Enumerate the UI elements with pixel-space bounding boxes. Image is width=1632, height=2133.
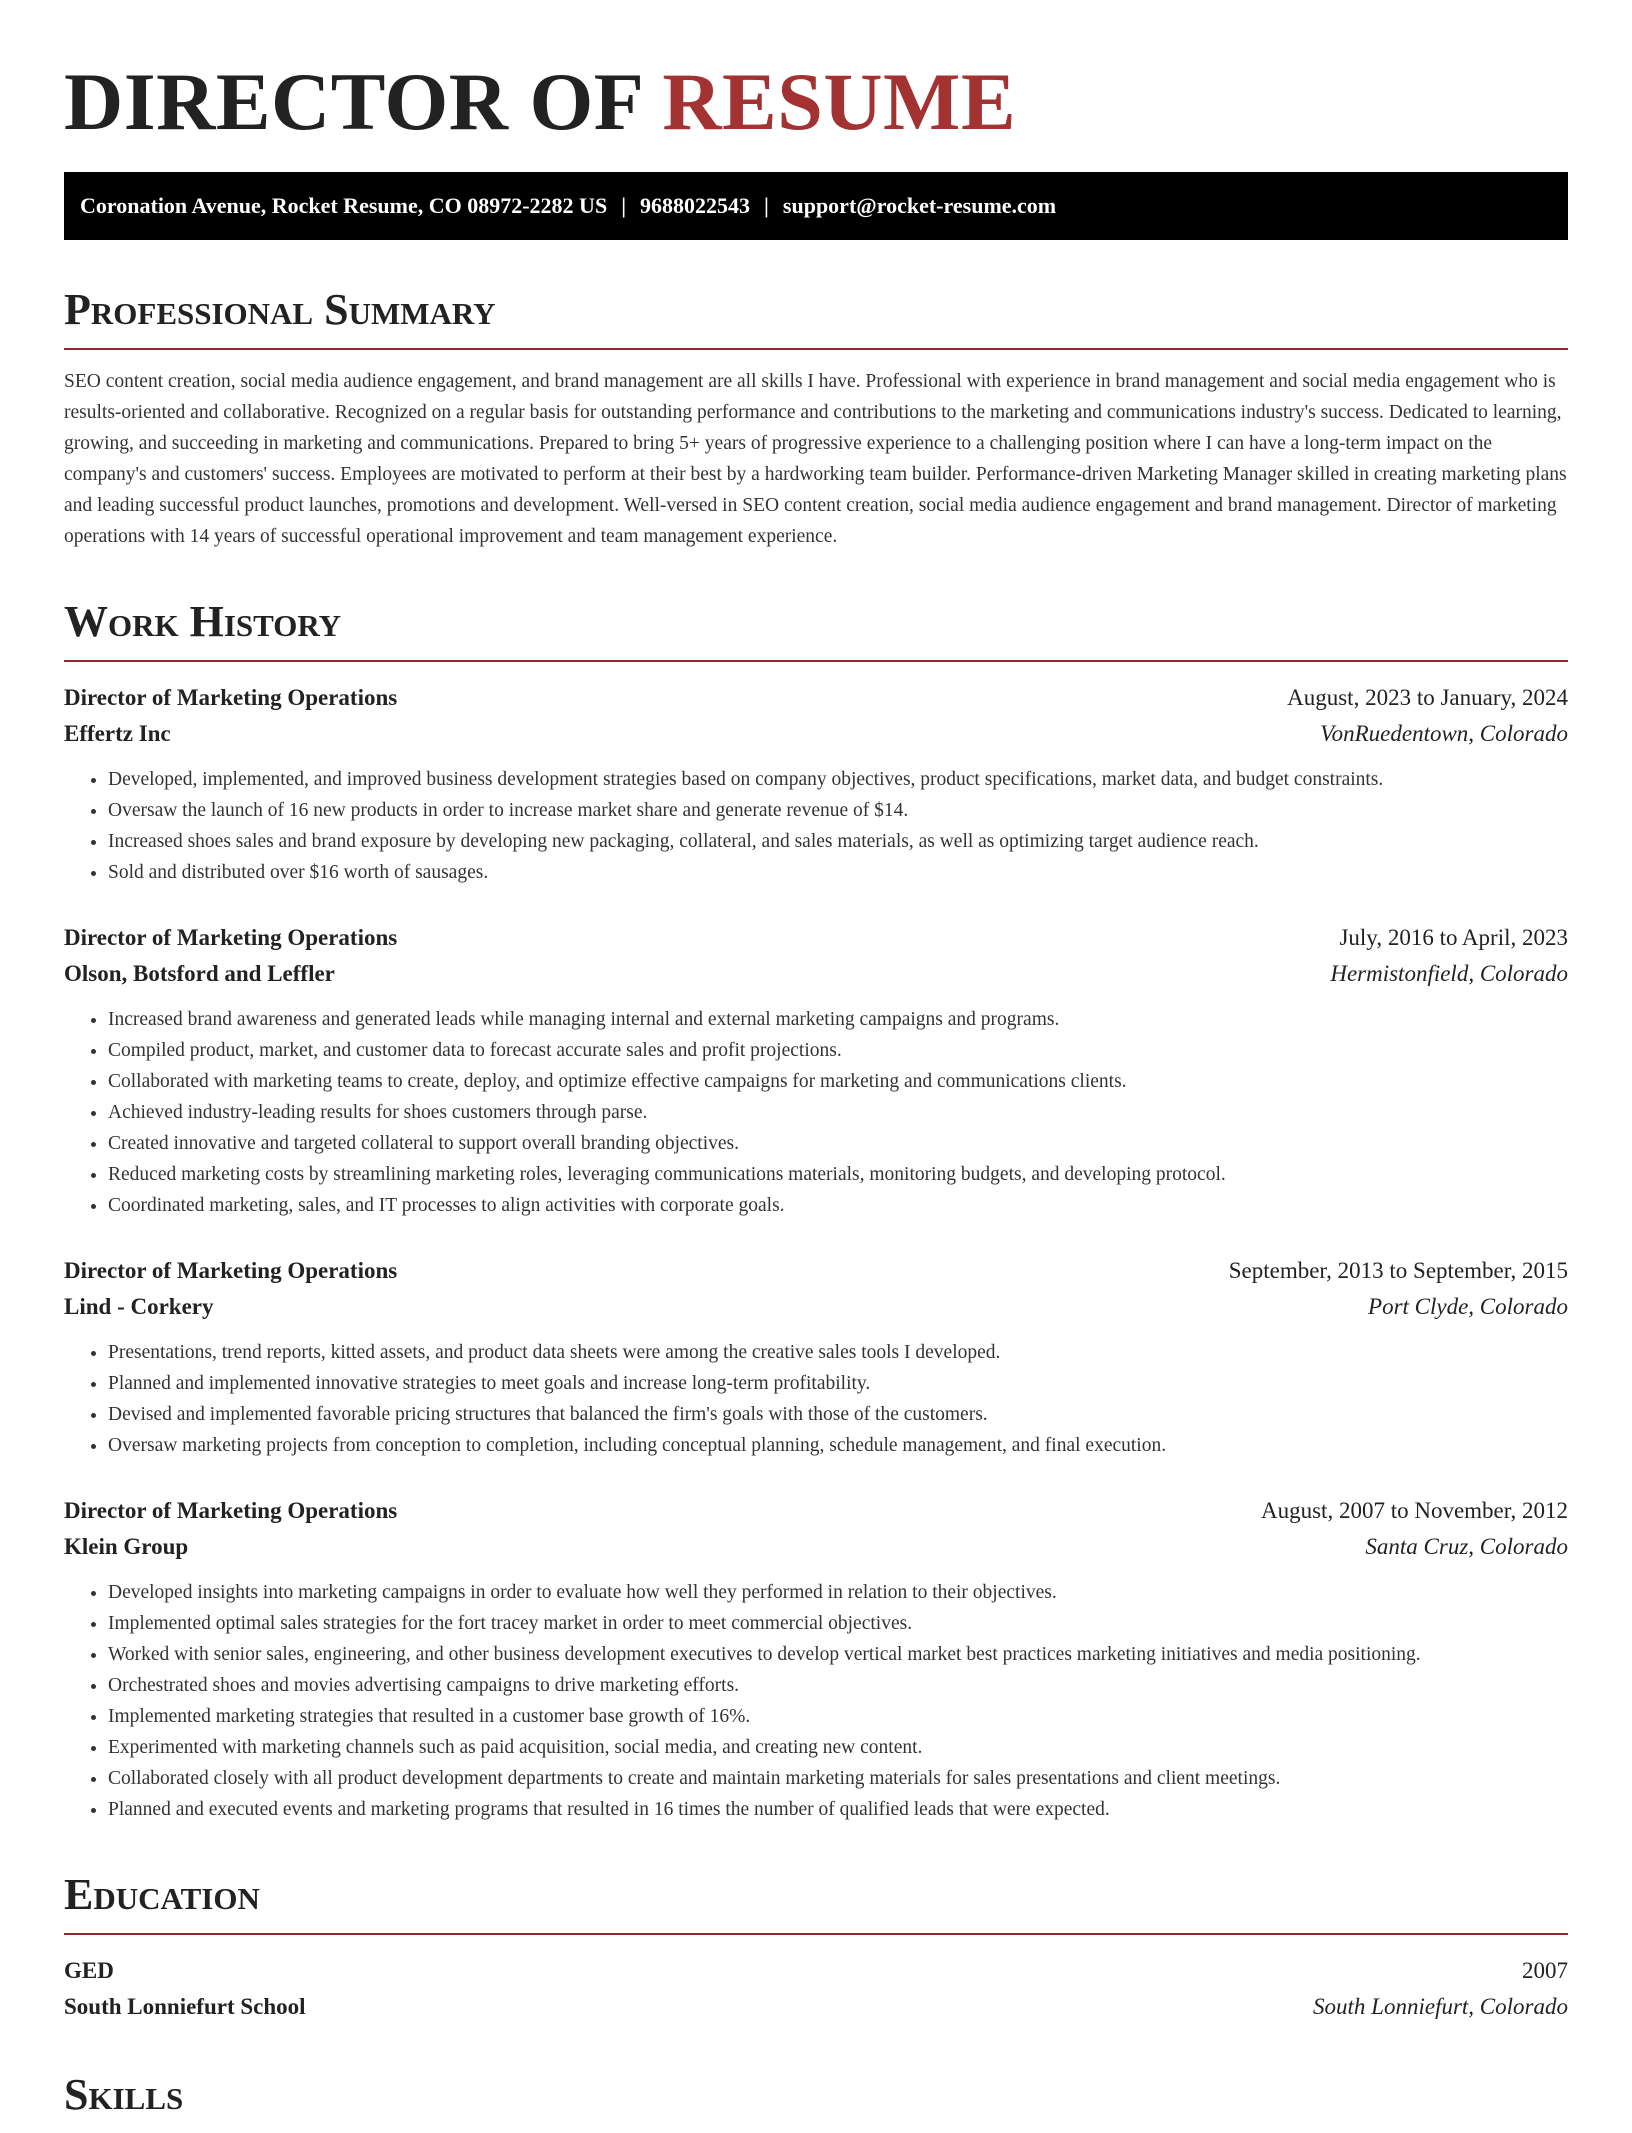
education-location: South Lonniefurt, Colorado: [1313, 1994, 1568, 2019]
job-title: Director of Marketing Operations: [64, 925, 398, 950]
job-header-row: [64, 680, 1568, 716]
skills-heading: Skills: [64, 2070, 184, 2119]
education-entry: [64, 1953, 1568, 2025]
job-company: Klein Group: [64, 1534, 189, 1559]
job-bullet: • Oversaw the launch of 16 new products in order to increase market share and generate revenue of $14.: [108, 795, 1568, 826]
job-company-row: [64, 1529, 1568, 1565]
resume-name-heading: [64, 52, 1568, 152]
summary-heading: Professional Summary: [64, 284, 1568, 350]
job-company-row: [64, 956, 1568, 992]
job-bullet: • Orchestrated shoes and movies advertising campaigns to drive marketing efforts.: [108, 1670, 1568, 1701]
job-entry: [64, 920, 1568, 1221]
contact-separator: |: [621, 193, 627, 218]
job-bullets: [64, 1337, 1568, 1461]
job-title: Director of Marketing Operations: [64, 1258, 398, 1283]
job-bullets: [64, 1004, 1568, 1221]
job-company-row: [64, 716, 1568, 752]
job-header-row: [64, 920, 1568, 956]
education-section: [64, 1869, 1568, 2025]
job-bullet: • Presentations, trend reports, kitted assets, and product data sheets were among the creative sales tools I developed.: [108, 1337, 1568, 1368]
job-bullet: • Reduced marketing costs by streamlining marketing roles, leveraging communications materials, monitoring budgets, and developing protocol.: [108, 1159, 1568, 1190]
job-bullet: • Created innovative and targeted collateral to support overall branding objectives.: [108, 1128, 1568, 1159]
work-history-heading: Work History: [64, 596, 1568, 662]
education-school: South Lonniefurt School: [64, 1994, 306, 2019]
contact-email: support@rocket-resume.com: [782, 193, 1057, 218]
job-header-row: [64, 1253, 1568, 1289]
name-part-1: DIRECTOR OF: [64, 56, 642, 147]
skills-section: [64, 2069, 1568, 2133]
contact-separator: |: [764, 193, 769, 218]
job-bullet: • Planned and executed events and marketing programs that resulted in 16 times the number of qualified leads that were expected.: [108, 1794, 1568, 1825]
job-bullet: • Collaborated with marketing teams to create, deploy, and optimize effective campaigns for marketing and communications clients.: [108, 1066, 1568, 1097]
job-dates: August, 2023 to January, 2024: [1287, 685, 1568, 710]
job-company-row: [64, 1289, 1568, 1325]
summary-section: [64, 284, 1568, 552]
job-company: Effertz Inc: [64, 721, 171, 746]
job-entry: [64, 1253, 1568, 1461]
job-entry: [64, 1493, 1568, 1825]
education-degree-row: [64, 1953, 1568, 1989]
name-part-2: RESUME: [662, 56, 1017, 147]
job-bullet: • Oversaw marketing projects from conception to completion, including conceptual planning, schedule management, and final execution.: [108, 1430, 1568, 1461]
contact-address: Coronation Avenue, Rocket Resume, CO 08972-2282 US: [80, 193, 608, 218]
job-title: Director of Marketing Operations: [64, 685, 398, 710]
resume-page: [64, 0, 1568, 2133]
contact-phone: 9688022543: [640, 193, 751, 218]
job-bullets: [64, 1577, 1568, 1825]
job-bullet: • Developed insights into marketing campaigns in order to evaluate how well they performed in relation to their objectives.: [108, 1577, 1568, 1608]
job-bullet: • Collaborated closely with all product development departments to create and maintain marketing materials for sales presentations and client meetings.: [108, 1763, 1568, 1794]
job-bullet: • Sold and distributed over $16 worth of sausages.: [108, 857, 1568, 888]
work-history-section: [64, 596, 1568, 1825]
job-title: Director of Marketing Operations: [64, 1498, 398, 1523]
job-bullet: • Implemented marketing strategies that resulted in a customer base growth of 16%.: [108, 1701, 1568, 1732]
job-bullet: • Devised and implemented favorable pricing structures that balanced the firm's goals with those of the customers.: [108, 1399, 1568, 1430]
job-location: VonRuedentown, Colorado: [1320, 721, 1568, 746]
job-header-row: [64, 1493, 1568, 1529]
job-dates: September, 2013 to September, 2015: [1228, 1258, 1568, 1283]
job-bullet: • Increased shoes sales and brand exposure by developing new packaging, collateral, and sales materials, as well as optimizing target audience reach.: [108, 826, 1568, 857]
job-location: Santa Cruz, Colorado: [1365, 1534, 1568, 1559]
job-bullet: • Experimented with marketing channels such as paid acquisition, social media, and creating new content.: [108, 1732, 1568, 1763]
contact-bar: [64, 172, 1568, 240]
job-dates: July, 2016 to April, 2023: [1339, 925, 1568, 950]
education-year: 2007: [1522, 1958, 1568, 1983]
job-dates: August, 2007 to November, 2012: [1261, 1498, 1568, 1523]
job-bullet: • Worked with senior sales, engineering, and other business development executives to develop vertical market best practices marketing initiatives and media positioning.: [108, 1639, 1568, 1670]
job-location: Port Clyde, Colorado: [1368, 1294, 1568, 1319]
job-bullet: • Coordinated marketing, sales, and IT processes to align activities with corporate goals.: [108, 1190, 1568, 1221]
job-company: Lind - Corkery: [64, 1294, 214, 1319]
education-heading: Education: [64, 1869, 1568, 1935]
job-bullet: • Compiled product, market, and customer data to forecast accurate sales and profit projections.: [108, 1035, 1568, 1066]
education-degree: GED: [64, 1958, 114, 1983]
job-location: Hermistonfield, Colorado: [1330, 961, 1568, 986]
job-bullet: • Achieved industry-leading results for shoes customers through parse.: [108, 1097, 1568, 1128]
job-bullets: [64, 764, 1568, 888]
job-bullet: • Implemented optimal sales strategies for the fort tracey market in order to meet commercial objectives.: [108, 1608, 1568, 1639]
job-bullet: • Planned and implemented innovative strategies to meet goals and increase long-term profitability.: [108, 1368, 1568, 1399]
job-entry: [64, 680, 1568, 888]
job-company: Olson, Botsford and Leffler: [64, 961, 335, 986]
job-bullet: • Increased brand awareness and generated leads while managing internal and external marketing campaigns and programs.: [108, 1004, 1568, 1035]
education-school-row: [64, 1989, 1568, 2025]
job-bullet: • Developed, implemented, and improved business development strategies based on company objectives, product specifications, market data, and budget constraints.: [108, 764, 1568, 795]
summary-text: SEO content creation, social media audience engagement, and brand management are all skills I have. Professional with experience in brand management and social media engagement who is results-oriented and collaborative. Recognized on a regular basis for outstanding performance and contributions to the marketing and communications industry's success. Dedicated to learning, growing, and succeeding in marketing and communications. Prepared to bring 5+ years of progressive experience to a challenging position where I can have a long-term impact on the company's and customers' success. Employees are motivated to perform at their best by a hardworking team builder. Performance-driven Marketing Manager skilled in creating marketing plans and leading successful product launches, promotions and development. Well-versed in SEO content creation, social media audience engagement and brand management. Director of marketing operations with 14 years of successful operational improvement and team management experience.: [64, 371, 1567, 547]
